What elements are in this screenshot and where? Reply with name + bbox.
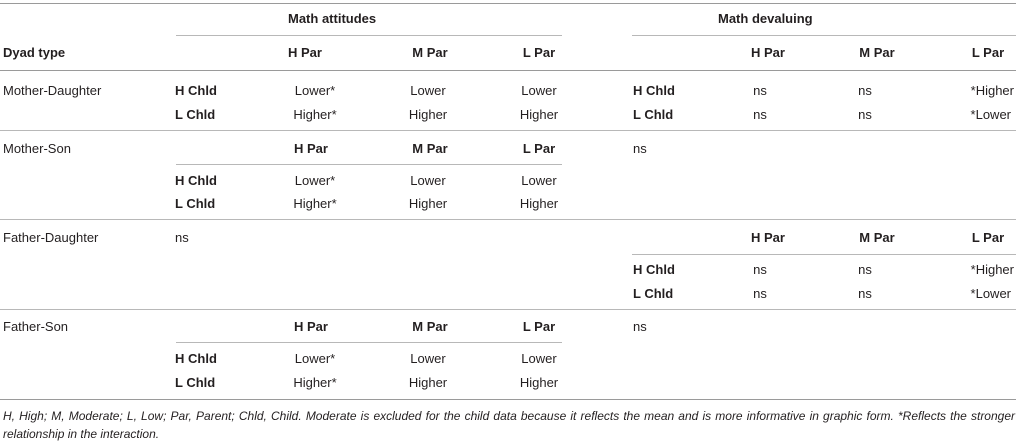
devaluing-ns: ns	[633, 319, 647, 334]
chld-label-l: L Chld	[633, 286, 674, 301]
cell: Higher	[408, 196, 448, 211]
header-bottom-rule	[0, 70, 1016, 71]
attitudes-ns: ns	[175, 230, 189, 245]
cell: Higher*	[293, 107, 337, 122]
sub-m-par: M Par	[412, 319, 448, 334]
cell: Lower	[410, 351, 446, 366]
cell: Lower	[521, 351, 557, 366]
sub-l-par: L Par	[522, 141, 556, 156]
cell: *Lower	[970, 107, 1011, 122]
sub-l-par: L Par	[971, 230, 1005, 245]
cell: Lower*	[294, 173, 336, 188]
sub-m-par: M Par	[859, 230, 895, 245]
chld-label-h: H Chld	[633, 262, 675, 277]
cell: Lower	[521, 173, 557, 188]
cell: ns	[753, 286, 767, 301]
header-dyad-type: Dyad type	[3, 45, 66, 60]
cell: Higher	[519, 375, 559, 390]
dyad-label: Mother-Son	[3, 141, 71, 156]
table-bottom-rule	[0, 399, 1016, 400]
chld-label-h: H Chld	[633, 83, 675, 98]
chld-label-h: H Chld	[175, 83, 217, 98]
col-devaluing-m-par: M Par	[859, 45, 895, 60]
col-devaluing-h-par: H Par	[751, 45, 785, 60]
cell: ns	[753, 83, 767, 98]
cell: ns	[858, 107, 872, 122]
dyad-label: Mother-Daughter	[3, 83, 102, 98]
row-rule	[0, 309, 1016, 310]
cell: Higher	[519, 107, 559, 122]
cell: *Lower	[970, 286, 1011, 301]
sub-h-par: H Par	[751, 230, 785, 245]
cell: Lower	[410, 173, 446, 188]
chld-label-h: H Chld	[175, 173, 217, 188]
cell: ns	[858, 286, 872, 301]
cell: *Higher	[970, 83, 1014, 98]
header-math-attitudes: Math attitudes	[288, 11, 377, 26]
col-attitudes-l-par: L Par	[522, 45, 556, 60]
chld-label-l: L Chld	[175, 107, 216, 122]
row-rule	[0, 130, 1016, 131]
sub-h-par: H Par	[294, 141, 328, 156]
chld-label-l: L Chld	[633, 107, 674, 122]
dyad-label: Father-Son	[3, 319, 69, 334]
col-devaluing-l-par: L Par	[971, 45, 1005, 60]
cell: Lower	[410, 83, 446, 98]
cell: Higher*	[293, 196, 337, 211]
header-math-devaluing: Math devaluing	[718, 11, 813, 26]
sub-header-rule	[176, 164, 562, 165]
col-attitudes-m-par: M Par	[412, 45, 448, 60]
devaluing-group-rule	[632, 35, 1016, 36]
devaluing-ns: ns	[633, 141, 647, 156]
cell: Higher*	[293, 375, 337, 390]
cell: *Higher	[970, 262, 1014, 277]
cell: Higher	[408, 107, 448, 122]
chld-label-l: L Chld	[175, 375, 216, 390]
sub-h-par: H Par	[294, 319, 328, 334]
cell: Higher	[408, 375, 448, 390]
cell: Lower*	[294, 351, 336, 366]
chld-label-l: L Chld	[175, 196, 216, 211]
dyad-label: Father-Daughter	[3, 230, 99, 245]
cell: ns	[858, 83, 872, 98]
attitudes-group-rule	[176, 35, 562, 36]
sub-header-rule	[632, 254, 1016, 255]
col-attitudes-h-par: H Par	[288, 45, 322, 60]
row-rule	[0, 219, 1016, 220]
cell: ns	[858, 262, 872, 277]
sub-header-rule	[176, 342, 562, 343]
table-footnote: H, High; M, Moderate; L, Low; Par, Parent; Chld, Child. Moderate is excluded for the child data because it reflects the mean and is more informative in graphic form. *Reflects the stronger relationship in the interaction.	[3, 409, 1015, 441]
sub-l-par: L Par	[522, 319, 556, 334]
table-top-rule	[0, 3, 1016, 4]
cell: ns	[753, 107, 767, 122]
cell: Lower*	[294, 83, 336, 98]
sub-m-par: M Par	[412, 141, 448, 156]
cell: Lower	[521, 83, 557, 98]
cell: Higher	[519, 196, 559, 211]
cell: ns	[753, 262, 767, 277]
chld-label-h: H Chld	[175, 351, 217, 366]
